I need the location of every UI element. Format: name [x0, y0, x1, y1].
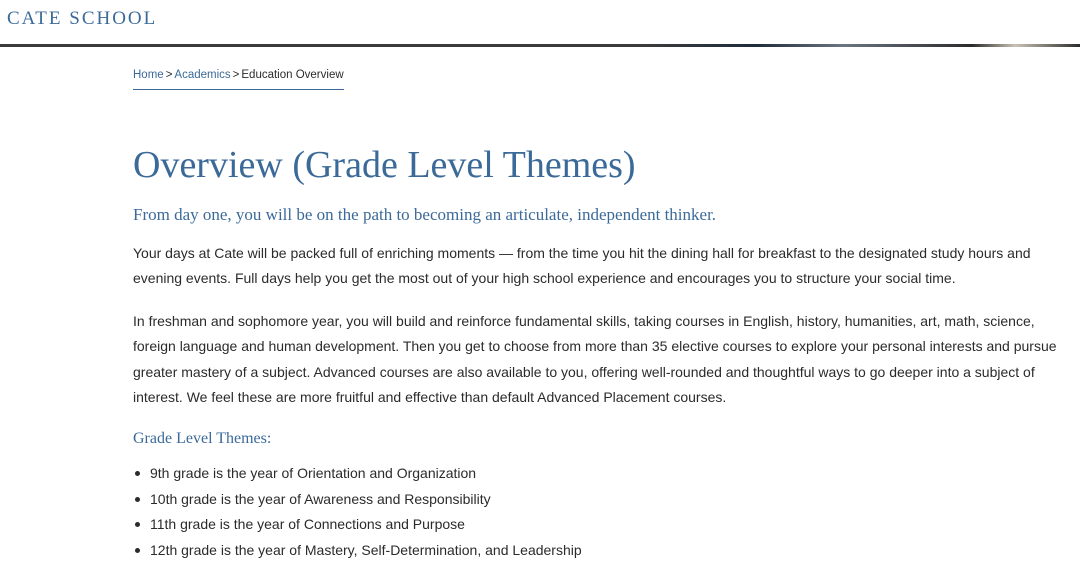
breadcrumb-separator: > — [232, 69, 240, 81]
site-logo[interactable]: CATE SCHOOL — [7, 8, 158, 29]
list-item — [133, 461, 582, 487]
header-divider — [0, 44, 1080, 47]
list-item — [133, 538, 582, 563]
breadcrumb-academics-link[interactable]: Academics — [174, 69, 231, 81]
intro-paragraph: Your days at Cate will be packed full of enriching moments — from the time you hit the dining hall for breakfast to the designated study hours and evening events. Full days help you get the most out of your high school experience and encourages you to structure your social time. — [133, 245, 1031, 287]
theme-text: 11th grade is the year of Connections and Purpose — [150, 516, 465, 532]
bullet-icon — [135, 471, 140, 476]
bullet-icon — [135, 497, 140, 502]
curriculum-paragraph: In freshman and sophomore year, you will build and reinforce fundamental skills, taking courses in English, history, humanities, art, math, science, foreign language and human development. Then you get to choose from more than 35 elective courses to explore your personal interests and pursue greater mastery of a subject. Advanced courses are also available to you, offering well-rounded and thoughtful ways to go deeper into a subject of interest. We feel these are more fruitful and effective than default Advanced Placement courses. — [133, 313, 1057, 405]
breadcrumb — [133, 68, 344, 90]
site-header — [0, 0, 1080, 44]
page-lede: From day one, you will be on the path to becoming an articulate, independent thinker. — [133, 205, 717, 224]
breadcrumb-separator: > — [165, 69, 173, 81]
breadcrumb-home-link[interactable]: Home — [133, 69, 164, 81]
list-item — [133, 487, 582, 513]
grade-themes-list — [133, 461, 582, 563]
page-title: Overview (Grade Level Themes) — [133, 144, 636, 186]
bullet-icon — [135, 548, 140, 553]
theme-text: 9th grade is the year of Orientation and Organization — [150, 465, 477, 481]
themes-heading: Grade Level Themes: — [133, 430, 272, 447]
list-item — [133, 512, 582, 538]
bullet-icon — [135, 522, 140, 527]
breadcrumb-current: Education Overview — [241, 69, 344, 81]
theme-text: 12th grade is the year of Mastery, Self-Determination, and Leadership — [150, 541, 582, 558]
theme-text: 10th grade is the year of Awareness and Responsibility — [150, 490, 491, 507]
